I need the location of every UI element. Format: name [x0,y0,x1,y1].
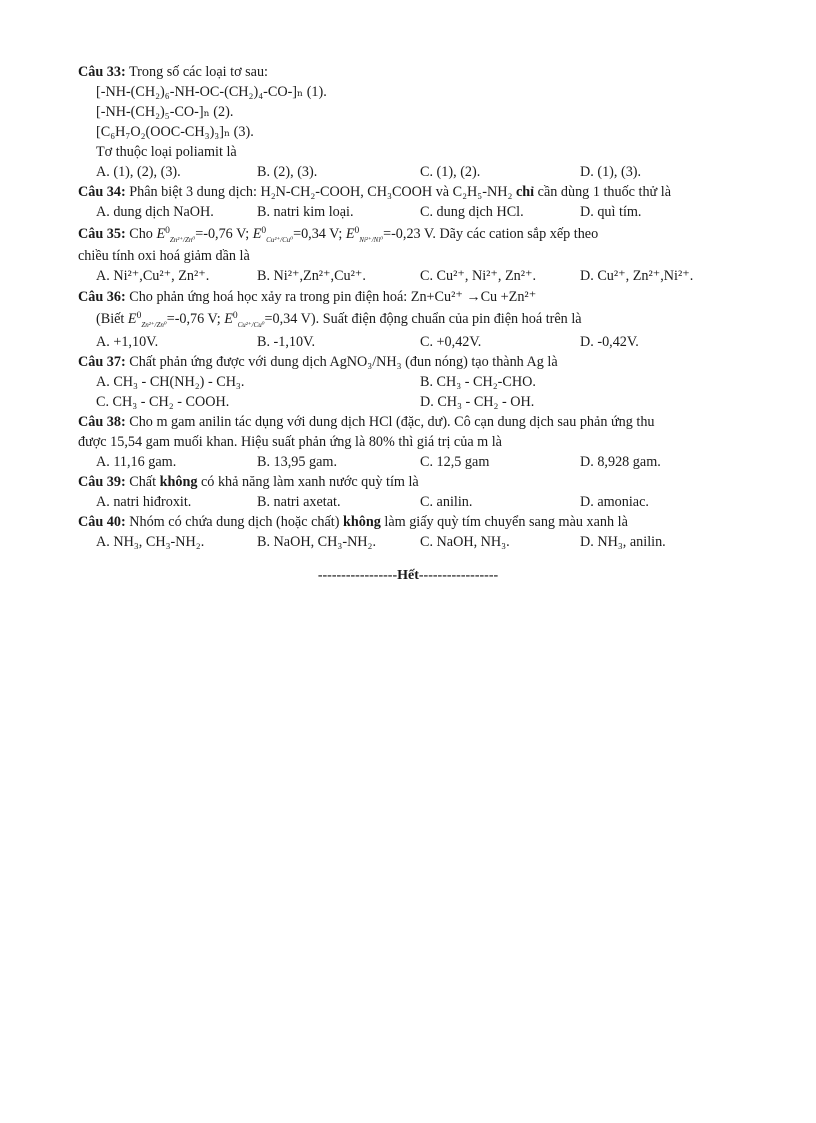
option-d: D. (1), (3). [580,164,642,180]
electrode-potential-cu: $E^0_{Cu^{2+}/Cu^0}$ [252,226,294,244]
option-d: D. quì tím. [580,204,642,220]
option-a: A. 11,16 gam. [96,454,177,470]
question-35: Câu 35: Cho $E^0_{Zn^{2+}/Zn^0}=-0,76$ V; $E^0_{Cu^{2+}/Cu^0}=0,34$ V; $E^0_{Ni^{2+}/Ni^0}=-0,23$ V. Dãy các cation sắp xếp theo [78,226,599,244]
question-label: Câu 35: [78,226,126,242]
question-label: Câu 40: [78,514,126,530]
question-label: Câu 36: [78,289,126,305]
option-c: C. CH₃ - CH₂ - COOH. [96,394,230,410]
option-c: C. Cu²⁺, Ni²⁺, Zn²⁺. [420,268,537,284]
option-b: B. NaOH, CH₃-NH₂. [257,534,377,550]
question-38 [78,412,778,432]
option-a: A. CH₃ - CH(NH₂) - CH₃. [96,374,245,390]
option-d: D. Cu²⁺, Zn²⁺,Ni²⁺. [580,268,694,284]
option-c: C. (1), (2). [420,164,481,180]
question-text: Chất phản ứng được với dung dịch AgNO₃/NH₃ (đun nóng) tạo thành Ag là [125,354,558,370]
electrode-potential-zn: $E^0_{Zn^{2+}/Zn^0}$ [156,226,196,244]
option-a: A. (1), (2), (3). [96,164,181,180]
option-d: D. 8,928 gam. [580,454,661,470]
option-a: A. dung dịch NaOH. [96,204,214,220]
question-text: Trong số các loại tơ sau: [125,64,268,80]
option-c: C. dung dịch HCl. [420,204,524,220]
question-label: Câu 39: [78,474,126,490]
question-34 [78,182,778,202]
option-a: A. Ni²⁺,Cu²⁺, Zn²⁺. [96,268,210,284]
option-b: B. -1,10V. [257,334,316,350]
question-33 [78,62,778,82]
formula-2: [-NH-(CH₂)₅-CO-]ₙ (2). [96,104,234,120]
end-marker: -----------------Hết----------------- [317,568,499,583]
question-text-line2: chiều tính oxi hoá giảm dần là [78,248,250,264]
formula-3: [C₆H₇O₂(OOC-CH₃)₃]ₙ (3). [96,124,254,140]
question-40 [78,512,778,532]
question-label: Câu 37: [78,354,126,370]
option-b: B. CH₃ - CH₂-CHO. [420,374,536,390]
emphasis-text: không [342,514,381,530]
question-text: Cho phản ứng hoá học xảy ra trong pin điện hoá: Zn+Cu²⁺ →Cu +Zn²⁺ [125,289,537,305]
electrode-potential-zn: $E^0_{Zn^{2+}/Zn^0}$ [127,311,167,329]
option-d: D. CH₃ - CH₂ - OH. [420,394,535,410]
option-d: D. amoniac. [580,494,649,510]
emphasis-text: chỉ [515,184,535,200]
question-text-end: cần dùng 1 thuốc thử là [534,184,672,200]
question-text: Phân biệt 3 dung dịch: H₂N-CH₂-COOH, CH₃COOH và C₂H₅-NH₂ [125,184,516,200]
question-label: Câu 33: [78,64,126,80]
question-stem: Tơ thuộc loại poliamit là [96,144,237,160]
option-d: D. NH₃, anilin. [580,534,666,550]
option-b: B. Ni²⁺,Zn²⁺,Cu²⁺. [257,268,366,284]
option-c: C. anilin. [420,494,473,510]
electrode-potential-cu: $E^0_{Cu^{2+}/Cu^0}$ [224,311,265,329]
option-b: B. 13,95 gam. [257,454,337,470]
question-label: Câu 34: [78,184,126,200]
option-c: C. 12,5 gam [420,454,490,470]
question-37 [78,352,778,372]
question-text-line2: (Biết $E^0_{Zn^{2+}/Zn^0}=-0,76$ V; $E^0_{Cu^{2+}/Cu^0}=0,34$ V). Suất điện động chuẩn của pin điện hoá trên là [96,311,582,329]
question-text-end: làm giấy quỳ tím chuyển sang màu xanh là [380,514,628,530]
question-label: Câu 38: [78,414,126,430]
question-36 [78,287,778,307]
option-c: C. +0,42V. [420,334,482,350]
electrode-potential-ni: $E^0_{Ni^{2+}/Ni^0}$ [345,226,384,244]
question-text-line2: được 15,54 gam muối khan. Hiệu suất phản ứng là 80% thì giá trị của m là [78,434,502,450]
option-b: B. natri kim loại. [257,204,354,220]
question-text: Cho [125,226,157,242]
option-d: D. -0,42V. [580,334,639,350]
question-text: Nhóm có chứa dung dịch (hoặc chất) [125,514,343,530]
formula-1: [-NH-(CH₂)₆-NH-OC-(CH₂)₄-CO-]ₙ (1). [96,84,327,100]
question-39 [78,472,778,492]
option-b: B. natri axetat. [257,494,341,510]
option-a: A. natri hiđroxit. [96,494,192,510]
question-text: Chất [125,474,160,490]
option-b: B. (2), (3). [257,164,318,180]
option-a: A. +1,10V. [96,334,159,350]
option-c: C. NaOH, NH₃. [420,534,510,550]
question-text: Cho m gam anilin tác dụng với dung dịch HCl (đặc, dư). Cô cạn dung dịch sau phản ứng thu [125,414,655,430]
question-text-end: có khả năng làm xanh nước quỳ tím là [197,474,419,490]
emphasis-text: không [159,474,198,490]
option-a: A. NH₃, CH₃-NH₂. [96,534,205,550]
